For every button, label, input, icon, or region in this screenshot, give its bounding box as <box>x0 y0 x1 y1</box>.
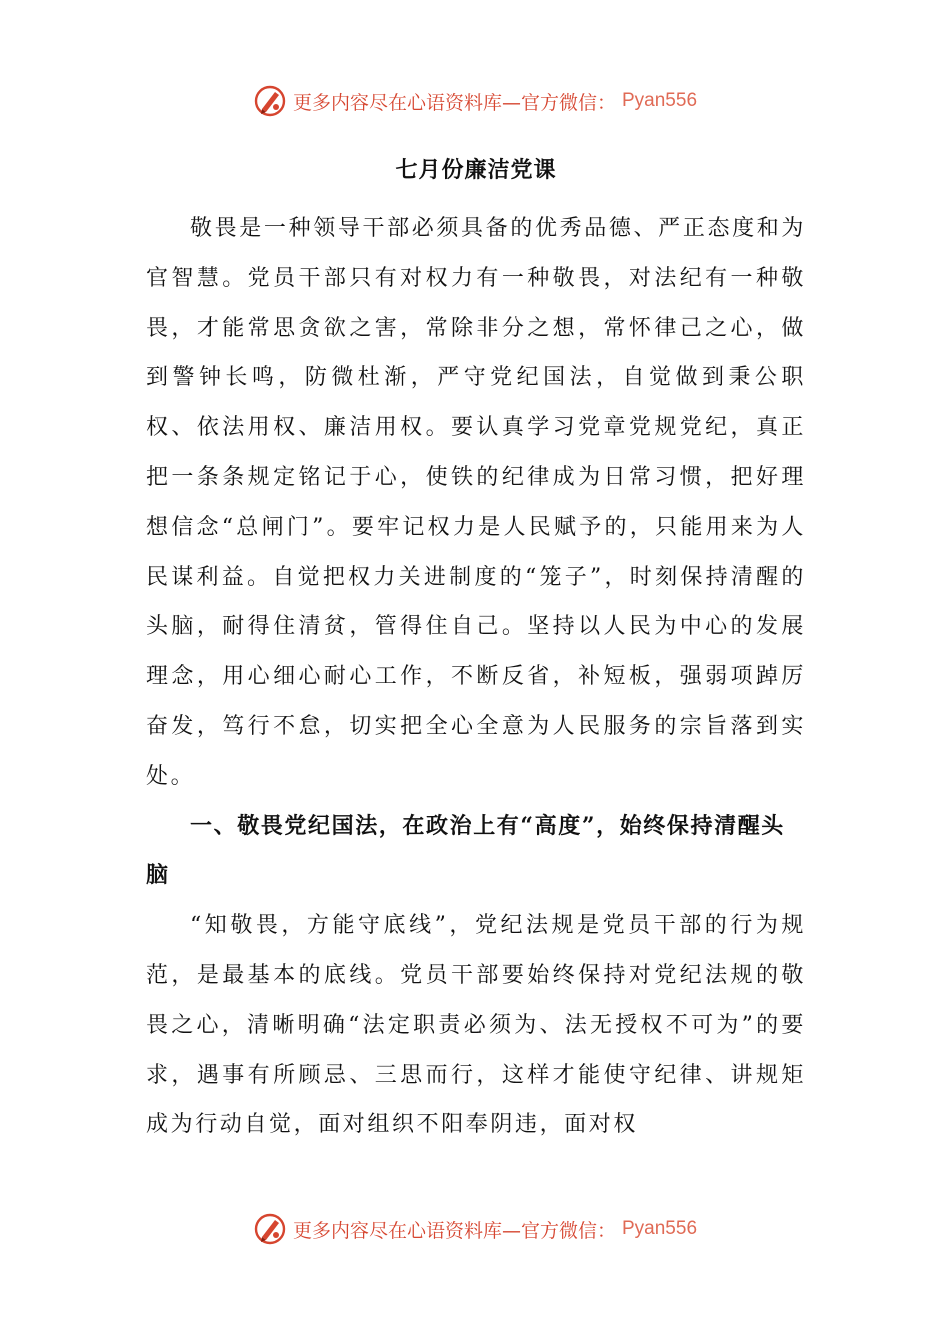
footer-banner <box>0 1212 950 1246</box>
banner-wechat-id: Pyan556 <box>622 1218 698 1239</box>
banner-text: 更多内容尽在心语资料库—官方微信： <box>292 1219 616 1242</box>
document-body <box>146 150 806 1150</box>
banner-text: 更多内容尽在心语资料库—官方微信： <box>292 91 616 114</box>
document-title: 七月份廉洁党课 <box>395 157 557 183</box>
header-banner <box>0 84 950 118</box>
section-heading-1: 一、敬畏党纪国法，在政治上有“高度”，始终保持清醒头脑 <box>146 812 785 889</box>
paragraph-section-1: “知敬畏，方能守底线”，党纪法规是党员干部的行为规范，是最基本的底线。党员干部要始终保持对党纪法规的敬畏之心，清晰明确“法定职责必须为、法无授权不可为”的要求，遇事有所顾忌、三思而行，这样才能使守纪律、讲规矩成为行动自觉，面对组织不阳奉阴违，面对权 <box>146 913 806 1138</box>
paragraph-intro: 敬畏是一种领导干部必须具备的优秀品德、严正态度和为官智慧。党员干部只有对权力有一种敬畏，对法纪有一种敬畏，才能常思贪欲之害，常除非分之想，常怀律己之心，做到警钟长鸣，防微杜渐，严守党纪国法，自觉做到秉公职权、依法用权、廉洁用权。要认真学习党章党规党纪，真正把一条条规定铭记于心，使铁的纪律成为日常习惯，把好理想信念“总闸门”。要牢记权力是人民赋予的，只能用来为人民谋利益。自觉把权力关进制度的“笼子”，时刻保持清醒的头脑，耐得住清贫，管得住自己。坚持以人民为中心的发展理念，用心细心耐心工作，不断反省，补短板，强弱项踔厉奋发，笃行不怠，切实把全心全意为人民服务的宗旨落到实处。 <box>146 216 806 789</box>
pen-nib-logo-icon <box>253 1212 287 1246</box>
banner-wechat-id: Pyan556 <box>622 90 698 111</box>
pen-nib-logo-icon <box>253 84 287 118</box>
